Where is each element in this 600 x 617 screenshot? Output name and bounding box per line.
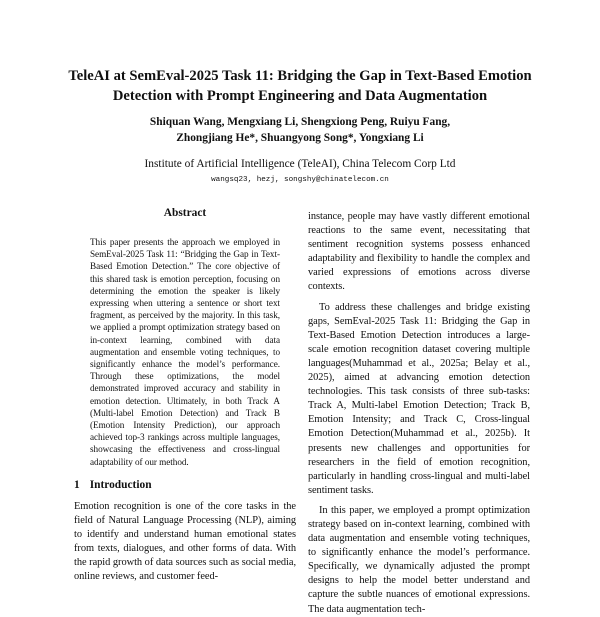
title-line-1: TeleAI at SemEval-2025 Task 11: Bridging the Gap in Text-Based Emotion [68, 68, 532, 84]
authors-line-1: Shiquan Wang, Mengxiang Li, Shengxiong Peng, Ruiyu Fang, [149, 116, 451, 128]
abstract-heading: Abstract [163, 207, 207, 219]
introduction-body [74, 500, 296, 588]
introduction-paragraph-1: Emotion recognition is one of the core tasks in the field of Natural Language Processing (NLP), aiming to identify and understand human emotional states from texts, dialogues, and other forms of data. With the rapid growth of data sources such as social media, online reviews, and customer feed- [74, 500, 296, 583]
affiliation: Institute of Artificial Intelligence (TeleAI), China Telecom Corp Ltd [144, 158, 456, 170]
right-paragraph-1: instance, people may have vastly different emotional reactions to the same event, necessitating that sentiment recognition systems possess enhanced adaptability and flexibility to handle the complex and varied expressions of emotions across diverse contexts. [308, 211, 530, 293]
authors-line-2: Zhongjiang He*, Shuangyong Song*, Yongxiang Li [176, 132, 424, 144]
right-paragraph-2: To address these challenges and bridge existing gaps, SemEval-2025 Task 11: Bridging the Gap in Text-Based Emotion Detection introduces a large-scale emotion recognition dataset covering multiple languages(Muhammad et al., 2025a; Belay et al., 2025), aimed at advancing emotion detection technologies. This task consists of three sub-tasks: Track A, Multi-label Emotion Detection; Track B, Emotion Intensity; and Track C, Cross-lingual Emotion Detection(Muhammad et al., 2025b). It presents new challenges and opportunities for researchers in the field of emotion recognition, particularly in handling cross-lingual and multi-label sentiment tasks. [308, 301, 530, 496]
section-number: 1 [74, 478, 80, 491]
section-title: Introduction [89, 478, 152, 491]
author-emails: wangsq23, hezj, songshy@chinatelecom.cn [211, 176, 389, 184]
abstract-body [74, 236, 296, 468]
introduction-heading [74, 478, 296, 492]
paper-title [40, 66, 560, 106]
author-list [60, 114, 540, 146]
right-column [308, 210, 530, 615]
title-line-2: Detection with Prompt Engineering and Data Augmentation [112, 88, 488, 104]
abstract-text: This paper presents the approach we employed in SemEval-2025 Task 11: “Bridging the Gap in Text-Based Emotion Detection.” The core objective of this shared task is emotion perception, focusing on determining the emotion the speaker is likely expressing when uttering a sentence or short text fragment, as perceived by the majority. In this task, we applied a prompt optimization strategy based on in-context learning, combined with data augmentation and ensemble voting techniques, to significantly enhance the model’s performance. Through these optimizations, the model demonstrated improved accuracy and stability in emotion detection. Ultimately, in both Track A (Multi-label Emotion Detection) and Track B (Emotion Intensity Prediction), our approach achieved top-3 rankings across multiple languages, showcasing the effectiveness and cross-lingual adaptability of our method. [90, 237, 280, 467]
left-column [74, 206, 296, 588]
right-paragraph-3: In this paper, we employed a prompt optimization strategy based on in-context learning, combined with data augmentation and ensemble voting techniques, to significantly enhance the model’s performance. Specifically, we dynamically adjusted the prompt designs to help the model better understand and capture the subtle nuances of emotional expressions. The data augmentation tech- [308, 504, 530, 615]
